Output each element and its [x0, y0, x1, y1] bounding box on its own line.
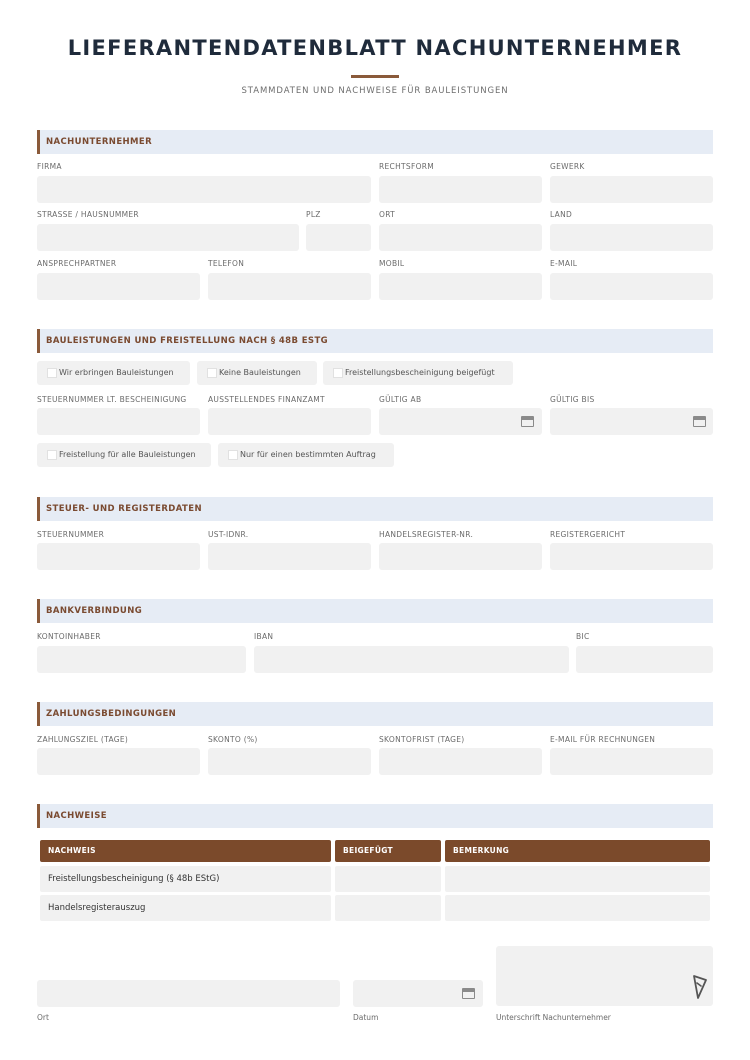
strasse-field[interactable] [37, 224, 299, 251]
pen-nib-icon [692, 974, 708, 1000]
checkbox[interactable] [47, 450, 57, 460]
finanzamt-field[interactable] [208, 408, 371, 435]
label-unterschrift: Unterschrift Nachunternehmer [496, 1013, 611, 1022]
label-finanzamt: AUSSTELLENDES FINANZAMT [208, 395, 325, 404]
kontoinhaber-field[interactable] [37, 646, 246, 673]
label-plz: PLZ [306, 210, 321, 219]
steuernummer-field[interactable] [37, 543, 200, 570]
land-field[interactable] [550, 224, 713, 251]
datum-field[interactable] [353, 980, 483, 1007]
email-rechnungen-field[interactable] [550, 748, 713, 775]
option-label: Freistellungsbescheinigung beigefügt [345, 368, 495, 377]
mobil-field[interactable] [379, 273, 542, 300]
ort-signature-field[interactable] [37, 980, 340, 1007]
label-email: E-MAIL [550, 259, 578, 268]
label-gueltig-bis: GÜLTIG BIS [550, 395, 595, 404]
label-steuernummer: STEUERNUMMER [37, 530, 105, 539]
label-gueltig-ab: GÜLTIG AB [379, 395, 422, 404]
checkbox[interactable] [333, 368, 343, 378]
telefon-field[interactable] [208, 273, 371, 300]
table-cell-nachweis: Handelsregisterauszug [40, 895, 331, 921]
label-zahlungsziel: ZAHLUNGSZIEL (TAGE) [37, 735, 129, 744]
option-keine-bauleistungen[interactable] [197, 361, 317, 385]
calendar-icon[interactable] [462, 988, 475, 999]
label-rechtsform: RECHTSFORM [379, 162, 435, 171]
handelsregister-field[interactable] [379, 543, 542, 570]
steuernummer-bescheinigung-field[interactable] [37, 408, 200, 435]
option-label: Wir erbringen Bauleistungen [59, 368, 174, 377]
label-kontoinhaber: KONTOINHABER [37, 632, 101, 641]
option-label: Nur für einen bestimmten Auftrag [240, 450, 376, 459]
label-land: LAND [550, 210, 573, 219]
gueltig-ab-field[interactable] [379, 408, 542, 435]
table-cell-bemerkung[interactable] [445, 895, 710, 921]
iban-field[interactable] [254, 646, 569, 673]
label-mobil: MOBIL [379, 259, 405, 268]
section-nachunternehmer: NACHUNTERNEHMER [37, 130, 713, 154]
checkbox[interactable] [47, 368, 57, 378]
calendar-icon[interactable] [693, 416, 706, 427]
firma-field[interactable] [37, 176, 371, 203]
label-bic: BIC [576, 632, 590, 641]
calendar-icon[interactable] [521, 416, 534, 427]
table-cell-nachweis: Freistellungsbescheinigung (§ 48b EStG) [40, 866, 331, 892]
label-registergericht: REGISTERGERICHT [550, 530, 626, 539]
section-zahlungsbedingungen: ZAHLUNGSBEDINGUNGEN [37, 702, 713, 726]
gewerk-field[interactable] [550, 176, 713, 203]
signature-field[interactable] [496, 946, 713, 1006]
gueltig-bis-field[interactable] [550, 408, 713, 435]
label-handelsregister: HANDELSREGISTER-NR. [379, 530, 474, 539]
bic-field[interactable] [576, 646, 713, 673]
page-subtitle: STAMMDATEN UND NACHWEISE FÜR BAULEISTUNGEN [241, 86, 509, 96]
table-header-beigefuegt: BEIGEFÜGT [335, 840, 441, 862]
ort-field[interactable] [379, 224, 542, 251]
table-header-nachweis: NACHWEIS [40, 840, 331, 862]
label-gewerk: GEWERK [550, 162, 585, 171]
label-telefon: TELEFON [208, 259, 245, 268]
table-cell-beigefuegt[interactable] [335, 895, 441, 921]
title-divider [351, 75, 399, 78]
table-header-bemerkung: BEMERKUNG [445, 840, 710, 862]
option-bestimmter-auftrag[interactable] [218, 443, 394, 467]
checkbox[interactable] [228, 450, 238, 460]
checkbox[interactable] [207, 368, 217, 378]
section-steuer-register: STEUER- UND REGISTERDATEN [37, 497, 713, 521]
skontofrist-field[interactable] [379, 748, 542, 775]
label-ort-footer: Ort [37, 1013, 49, 1022]
registergericht-field[interactable] [550, 543, 713, 570]
label-skonto: SKONTO (%) [208, 735, 258, 744]
section-bankverbindung: BANKVERBINDUNG [37, 599, 713, 623]
label-skontofrist: SKONTOFRIST (TAGE) [379, 735, 465, 744]
option-freistellung-alle[interactable] [37, 443, 211, 467]
table-cell-beigefuegt[interactable] [335, 866, 441, 892]
section-bauleistungen: BAULEISTUNGEN UND FREISTELLUNG NACH § 48B ESTG [37, 329, 713, 353]
label-datum: Datum [353, 1013, 379, 1022]
option-label: Keine Bauleistungen [219, 368, 301, 377]
zahlungsziel-field[interactable] [37, 748, 200, 775]
ansprechpartner-field[interactable] [37, 273, 200, 300]
label-steuernummer-bescheinigung: STEUERNUMMER LT. BESCHEINIGUNG [37, 395, 187, 404]
email-field[interactable] [550, 273, 713, 300]
page-title: LIEFERANTENDATENBLATT NACHUNTERNEHMER [67, 36, 683, 60]
section-nachweise: NACHWEISE [37, 804, 713, 828]
label-ort: ORT [379, 210, 396, 219]
label-ustid: UST-IDNR. [208, 530, 249, 539]
label-firma: FIRMA [37, 162, 62, 171]
option-bescheinigung-beigefuegt[interactable] [323, 361, 513, 385]
plz-field[interactable] [306, 224, 371, 251]
option-erbringen-bauleistungen[interactable] [37, 361, 190, 385]
table-cell-bemerkung[interactable] [445, 866, 710, 892]
label-ansprechpartner: ANSPRECHPARTNER [37, 259, 117, 268]
label-strasse: STRASSE / HAUSNUMMER [37, 210, 139, 219]
skonto-field[interactable] [208, 748, 371, 775]
ustid-field[interactable] [208, 543, 371, 570]
option-label: Freistellung für alle Bauleistungen [59, 450, 196, 459]
label-email-rechnungen: E-MAIL FÜR RECHNUNGEN [550, 735, 656, 744]
label-iban: IBAN [254, 632, 274, 641]
rechtsform-field[interactable] [379, 176, 542, 203]
